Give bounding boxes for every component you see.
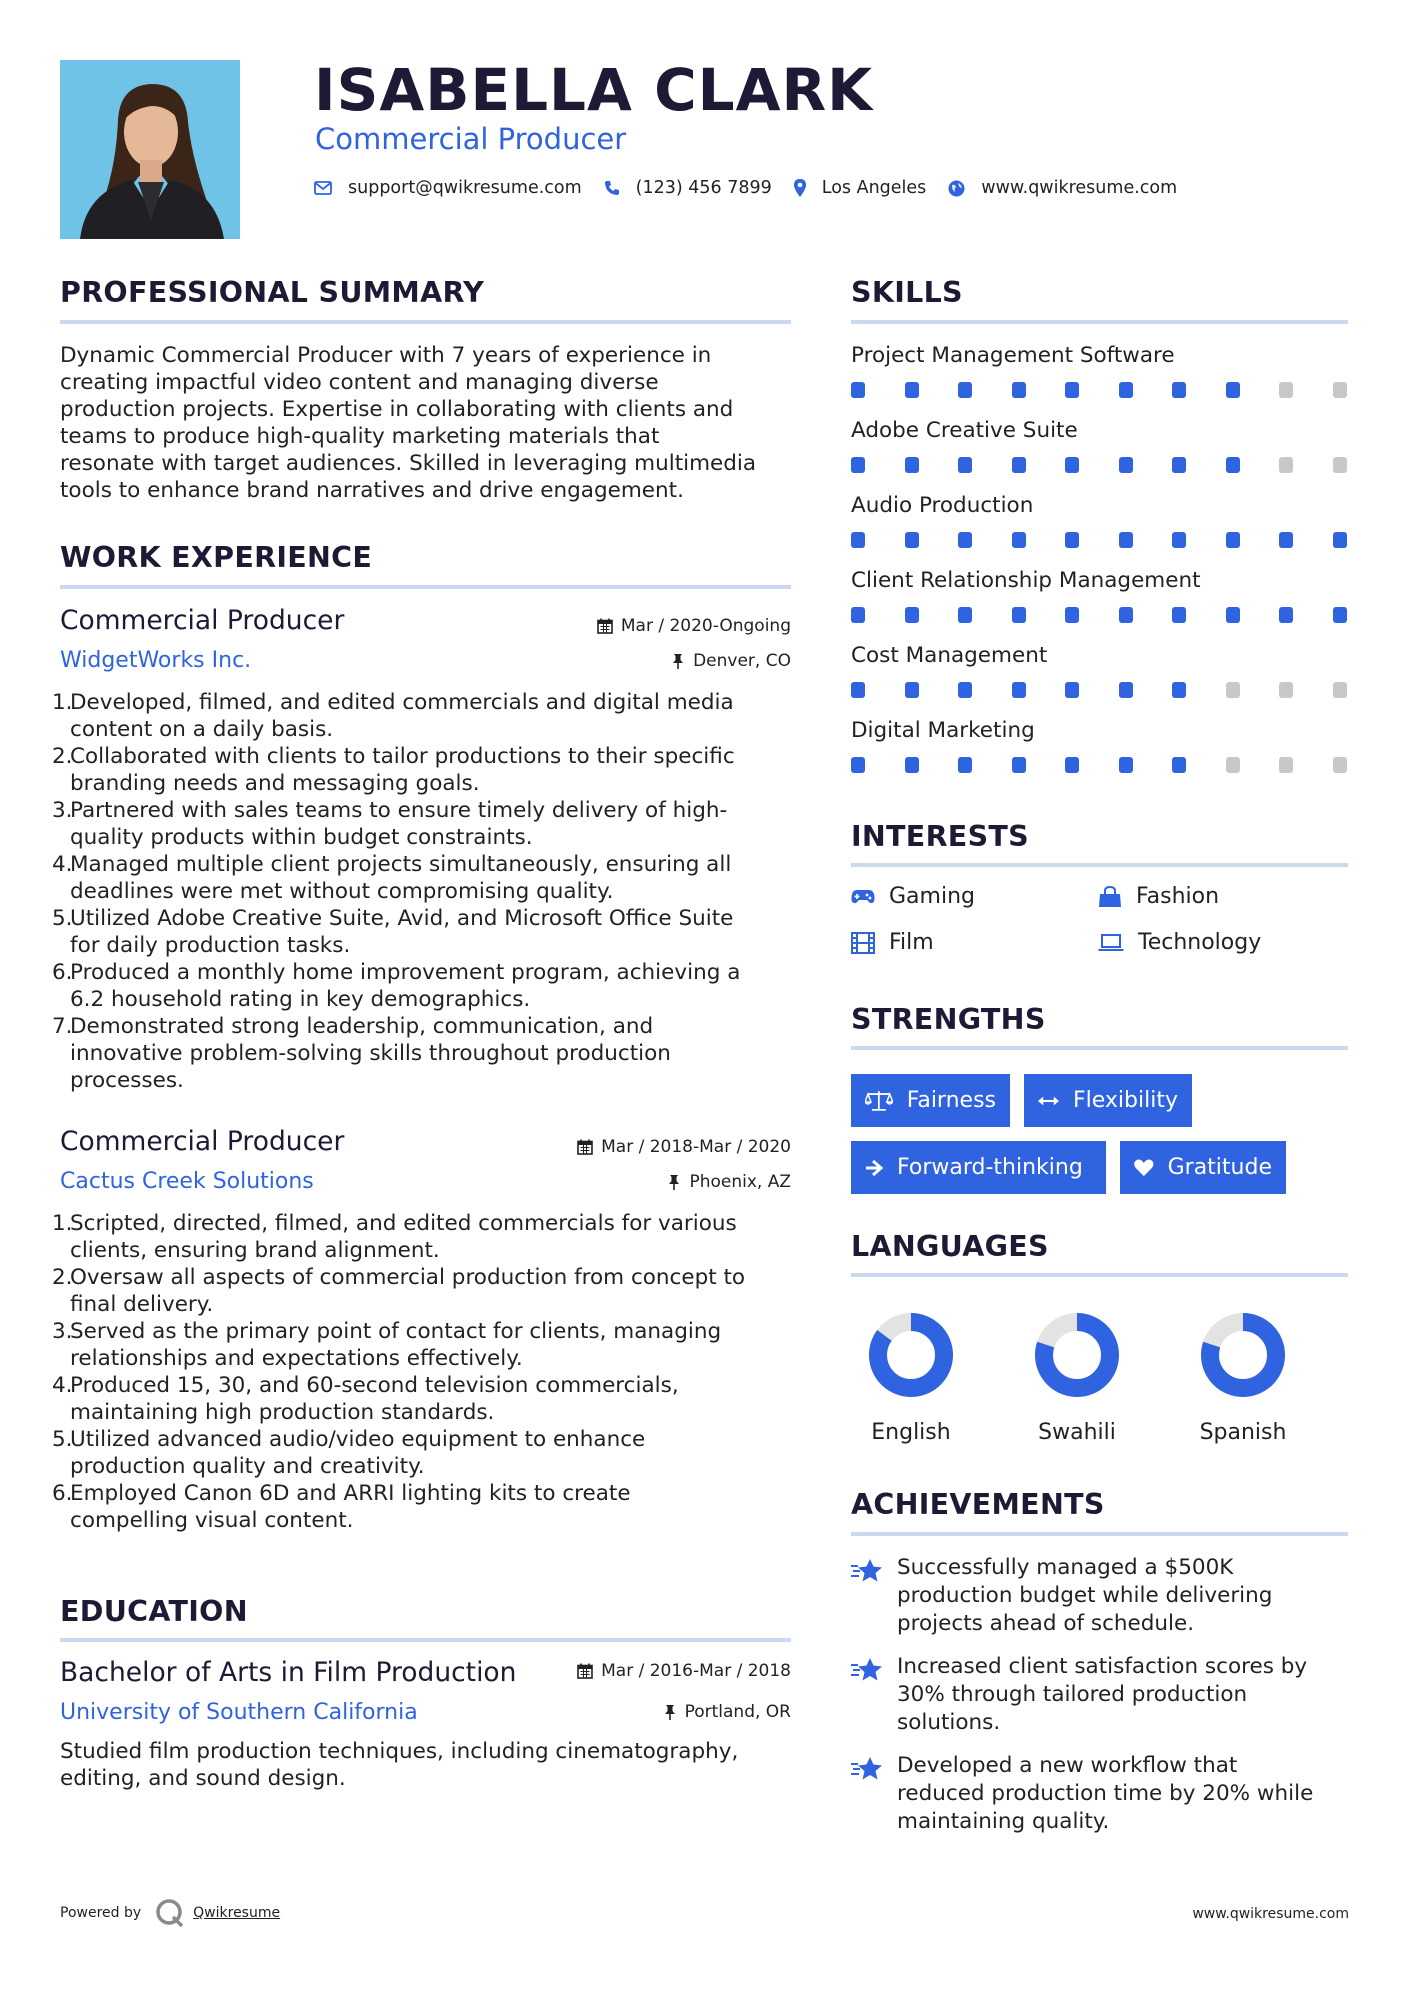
- language-english: [841, 1310, 981, 1445]
- interest-film: [851, 930, 934, 955]
- interest-label: Film: [889, 930, 934, 955]
- skill-dot-filled: [905, 457, 919, 473]
- summary-line: Dynamic Commercial Producer with 7 years of experience in: [60, 343, 712, 368]
- pin-icon: [671, 653, 685, 669]
- skill-dot-filled: [1065, 532, 1079, 548]
- achievement-line: 30% through tailored production: [897, 1682, 1248, 1707]
- skill-rating: [851, 457, 1347, 473]
- achievement-line: projects ahead of schedule.: [897, 1611, 1195, 1636]
- degree-title: Bachelor of Arts in Film Production: [60, 1657, 517, 1688]
- achievement-item: [851, 1653, 1307, 1737]
- education-location: [663, 1702, 791, 1722]
- globe-icon: [948, 180, 965, 197]
- gamepad-icon: [851, 889, 875, 905]
- skill-dot-empty: [1279, 682, 1293, 698]
- skill-dot-filled: [851, 457, 865, 473]
- arrow-right-icon: [865, 1159, 883, 1177]
- skill-dot-filled: [905, 532, 919, 548]
- candidate-title: Commercial Producer: [315, 122, 627, 156]
- calendar-icon: [577, 1139, 593, 1155]
- skill-dot-filled: [958, 682, 972, 698]
- skill-dot-filled: [905, 382, 919, 398]
- languages-divider: [851, 1273, 1348, 1277]
- skill-dot-filled: [851, 682, 865, 698]
- skill-dot-filled: [958, 382, 972, 398]
- skill-dot-filled: [1226, 607, 1240, 623]
- language-label: Swahili: [1038, 1420, 1116, 1445]
- contact-email[interactable]: [314, 178, 582, 198]
- summary-text: [60, 342, 756, 504]
- company-name: WidgetWorks Inc.: [60, 648, 252, 673]
- skill-dot-filled: [1012, 532, 1026, 548]
- skill-dot-filled: [1333, 607, 1347, 623]
- contact-phone[interactable]: [604, 178, 772, 198]
- skill-dot-filled: [905, 682, 919, 698]
- job-bullets: [52, 689, 792, 1094]
- education-date-text: Mar / 2016-Mar / 2018: [601, 1661, 791, 1681]
- language-ring: [866, 1310, 956, 1400]
- skill-dot-filled: [1065, 382, 1079, 398]
- school-name: University of Southern California: [60, 1700, 418, 1725]
- language-spanish: [1173, 1310, 1313, 1445]
- job-bullets: [52, 1210, 792, 1534]
- strength-badge-forward-thinking: [851, 1141, 1106, 1194]
- skill-dot-filled: [1012, 607, 1026, 623]
- strengths-divider: [851, 1046, 1348, 1050]
- skill-dot-filled: [851, 757, 865, 773]
- skill-dot-filled: [1226, 457, 1240, 473]
- skill-dot-empty: [1333, 682, 1347, 698]
- balance-scale-icon: [865, 1090, 893, 1112]
- skill-dot-filled: [1119, 607, 1133, 623]
- job-date-text: Mar / 2018-Mar / 2020: [601, 1137, 791, 1157]
- interest-technology: [1098, 930, 1261, 955]
- skill-dot-filled: [958, 532, 972, 548]
- strength-badge-fairness: [851, 1074, 1010, 1127]
- skill-dot-filled: [1065, 682, 1079, 698]
- star-icon: [851, 1756, 883, 1782]
- education-description: [60, 1738, 738, 1792]
- footer-url[interactable]: www.qwikresume.com: [1192, 1906, 1349, 1922]
- achievements-divider: [851, 1532, 1348, 1536]
- skill-rating: [851, 382, 1347, 398]
- skill-dot-empty: [1279, 757, 1293, 773]
- list-item: 7. Demonstrated strong leadership, communication, and innovative problem-solving skills throughout production processes.: [52, 1014, 671, 1093]
- skill-dot-filled: [1279, 532, 1293, 548]
- language-ring: [1032, 1310, 1122, 1400]
- company-name: Cactus Creek Solutions: [60, 1169, 314, 1194]
- shopping-bag-icon: [1098, 886, 1122, 908]
- list-item: 5. Utilized Adobe Creative Suite, Avid, and Microsoft Office Suite for daily production tasks.: [52, 906, 734, 958]
- strengths-heading: STRENGTHS: [851, 1003, 1046, 1036]
- skill-dot-filled: [1065, 457, 1079, 473]
- summary-heading: PROFESSIONAL SUMMARY: [60, 276, 485, 309]
- achievement-line: production budget while delivering: [897, 1583, 1273, 1608]
- strength-label: Fairness: [906, 1088, 996, 1113]
- summary-line: creating impactful video content and managing diverse: [60, 370, 659, 395]
- contact-location: [794, 178, 927, 198]
- calendar-icon: [577, 1663, 593, 1679]
- skill-dot-filled: [1012, 757, 1026, 773]
- list-item: 4. Produced 15, 30, and 60-second television commercials, maintaining high production standards.: [52, 1373, 679, 1425]
- interests-divider: [851, 863, 1348, 867]
- film-icon: [851, 932, 875, 954]
- skill-dot-filled: [905, 757, 919, 773]
- list-item: 4. Managed multiple client projects simultaneously, ensuring all deadlines were met without compromising quality.: [52, 852, 732, 904]
- contact-location-text: Los Angeles: [821, 178, 927, 198]
- star-icon: [851, 1558, 883, 1584]
- summary-line: resonate with target audiences. Skilled in leveraging multimedia: [60, 451, 757, 476]
- skill-name: Client Relationship Management: [851, 568, 1201, 593]
- skill-rating: [851, 532, 1347, 548]
- skill-dot-empty: [1279, 382, 1293, 398]
- contact-website[interactable]: [948, 178, 1177, 198]
- interest-label: Fashion: [1136, 884, 1220, 909]
- list-item: 3. Partnered with sales teams to ensure timely delivery of high- quality products within budget constraints.: [52, 798, 728, 850]
- skill-name: Digital Marketing: [851, 718, 1035, 743]
- summary-divider: [60, 320, 791, 324]
- education-line: Studied film production techniques, including cinematography,: [60, 1739, 739, 1764]
- skill-dot-filled: [851, 532, 865, 548]
- phone-icon: [604, 180, 620, 196]
- job-location: [667, 1172, 791, 1192]
- skill-dot-empty: [1333, 382, 1347, 398]
- skill-name: Audio Production: [851, 493, 1034, 518]
- achievement-line: reduced production time by 20% while: [897, 1781, 1314, 1806]
- achievements-heading: ACHIEVEMENTS: [851, 1488, 1105, 1521]
- achievement-line: Increased client satisfaction scores by: [897, 1654, 1308, 1679]
- skill-dot-filled: [1172, 757, 1186, 773]
- skill-rating: [851, 682, 1347, 698]
- list-item: 3. Served as the primary point of contact for clients, managing relationships and expectations effectively.: [52, 1319, 722, 1371]
- job-location-text: Denver, CO: [693, 651, 791, 671]
- powered-by-text: Powered by: [60, 1905, 142, 1921]
- education-date: [577, 1661, 791, 1681]
- skill-dot-filled: [1172, 532, 1186, 548]
- achievement-line: solutions.: [897, 1710, 1001, 1735]
- list-item: 2. Collaborated with clients to tailor productions to their specific branding needs and messaging goals.: [52, 744, 735, 796]
- skill-dot-filled: [1119, 382, 1133, 398]
- skill-dot-filled: [1065, 757, 1079, 773]
- skill-dot-filled: [1119, 682, 1133, 698]
- contact-website-text: www.qwikresume.com: [981, 178, 1178, 198]
- contact-email-text: support@qwikresume.com: [348, 178, 582, 198]
- contact-phone-text: (123) 456 7899: [635, 178, 772, 198]
- education-heading: EDUCATION: [60, 1595, 248, 1628]
- skill-dot-filled: [1012, 382, 1026, 398]
- skills-divider: [851, 320, 1348, 324]
- star-icon: [851, 1657, 883, 1683]
- skill-dot-empty: [1226, 757, 1240, 773]
- skill-dot-filled: [1065, 607, 1079, 623]
- experience-divider: [60, 585, 791, 589]
- languages-heading: LANGUAGES: [851, 1230, 1049, 1263]
- education-location-text: Portland, OR: [684, 1702, 791, 1722]
- job-location: [671, 651, 791, 671]
- language-swahili: [1007, 1310, 1147, 1445]
- summary-line: tools to enhance brand narratives and drive engagement.: [60, 478, 684, 503]
- list-item: 1. Scripted, directed, filmed, and edited commercials for various clients, ensuring brand alignment.: [52, 1211, 737, 1263]
- skill-dot-filled: [1172, 382, 1186, 398]
- interest-label: Technology: [1138, 930, 1262, 955]
- skill-dot-filled: [1226, 382, 1240, 398]
- skill-rating: [851, 607, 1347, 623]
- laptop-icon: [1098, 934, 1124, 952]
- skill-dot-filled: [851, 382, 865, 398]
- qwikresume-link[interactable]: Qwikresume: [193, 1905, 281, 1921]
- skill-dot-filled: [905, 607, 919, 623]
- strength-label: Flexibility: [1073, 1088, 1178, 1113]
- strength-label: Gratitude: [1167, 1155, 1272, 1180]
- achievement-line: maintaining quality.: [897, 1809, 1110, 1834]
- language-label: Spanish: [1199, 1420, 1287, 1445]
- skill-rating: [851, 757, 1347, 773]
- list-item: 2. Oversaw all aspects of commercial production from concept to final delivery.: [52, 1265, 746, 1317]
- skill-name: Project Management Software: [851, 343, 1175, 368]
- skill-dot-filled: [1119, 532, 1133, 548]
- list-item: 6. Produced a monthly home improvement program, achieving a 6.2 household rating in key demographics.: [52, 960, 741, 1012]
- skill-dot-filled: [1172, 607, 1186, 623]
- skill-dot-filled: [1012, 457, 1026, 473]
- skill-dot-filled: [958, 457, 972, 473]
- footer-powered-by: [60, 1898, 280, 1928]
- skill-dot-filled: [1119, 757, 1133, 773]
- interest-fashion: [1098, 884, 1219, 909]
- achievement-line: Developed a new workflow that: [897, 1753, 1238, 1778]
- strength-badge-gratitude: [1120, 1141, 1286, 1194]
- achievement-line: Successfully managed a $500K: [897, 1555, 1234, 1580]
- heart-icon: [1134, 1157, 1154, 1178]
- achievement-item: [851, 1554, 1272, 1638]
- language-ring: [1198, 1310, 1288, 1400]
- language-label: English: [871, 1420, 951, 1445]
- skill-dot-empty: [1333, 457, 1347, 473]
- job-date: [577, 1137, 791, 1157]
- list-item: 6. Employed Canon 6D and ARRI lighting kits to create compelling visual content.: [52, 1481, 631, 1533]
- summary-line: production projects. Expertise in collaborating with clients and: [60, 397, 734, 422]
- skill-name: Cost Management: [851, 643, 1048, 668]
- pin-icon: [667, 1174, 681, 1190]
- contact-bar: [314, 178, 1199, 198]
- skills-heading: SKILLS: [851, 276, 963, 309]
- skill-dot-filled: [1226, 532, 1240, 548]
- skill-dot-filled: [851, 607, 865, 623]
- skill-dot-filled: [1119, 457, 1133, 473]
- list-item: 1. Developed, filmed, and edited commercials and digital media content on a daily basis.: [52, 690, 734, 742]
- summary-line: teams to produce high-quality marketing materials that: [60, 424, 660, 449]
- skill-dot-empty: [1279, 457, 1293, 473]
- job-location-text: Phoenix, AZ: [689, 1172, 791, 1192]
- job-date: [597, 616, 791, 636]
- skill-dot-empty: [1226, 682, 1240, 698]
- strength-badge-flexibility: [1024, 1074, 1192, 1127]
- skill-dot-filled: [958, 757, 972, 773]
- experience-heading: WORK EXPERIENCE: [60, 541, 373, 574]
- email-icon: [314, 181, 332, 195]
- interest-label: Gaming: [889, 884, 975, 909]
- profile-photo: [60, 60, 240, 239]
- candidate-name: ISABELLA CLARK: [314, 56, 874, 124]
- list-item: 5. Utilized advanced audio/video equipment to enhance production quality and creativity.: [52, 1427, 646, 1479]
- job-title: Commercial Producer: [60, 605, 345, 636]
- interests-heading: INTERESTS: [851, 820, 1029, 853]
- calendar-icon: [597, 618, 613, 634]
- education-divider: [60, 1638, 791, 1642]
- strength-label: Forward-thinking: [897, 1155, 1083, 1180]
- skill-dot-filled: [1172, 682, 1186, 698]
- skill-dot-filled: [1279, 607, 1293, 623]
- skill-dot-filled: [1172, 457, 1186, 473]
- arrows-horizontal-icon: [1038, 1095, 1059, 1107]
- education-line: editing, and sound design.: [60, 1766, 346, 1791]
- skill-dot-empty: [1333, 757, 1347, 773]
- skill-dot-filled: [958, 607, 972, 623]
- location-icon: [794, 179, 806, 197]
- job-date-text: Mar / 2020-Ongoing: [620, 616, 791, 636]
- achievement-item: [851, 1752, 1313, 1836]
- qwikresume-logo-icon: [155, 1898, 185, 1928]
- skill-name: Adobe Creative Suite: [851, 418, 1078, 443]
- interest-gaming: [851, 884, 975, 909]
- skill-dot-filled: [1012, 682, 1026, 698]
- skill-dot-filled: [1333, 532, 1347, 548]
- pin-icon: [663, 1704, 677, 1720]
- job-title: Commercial Producer: [60, 1126, 345, 1157]
